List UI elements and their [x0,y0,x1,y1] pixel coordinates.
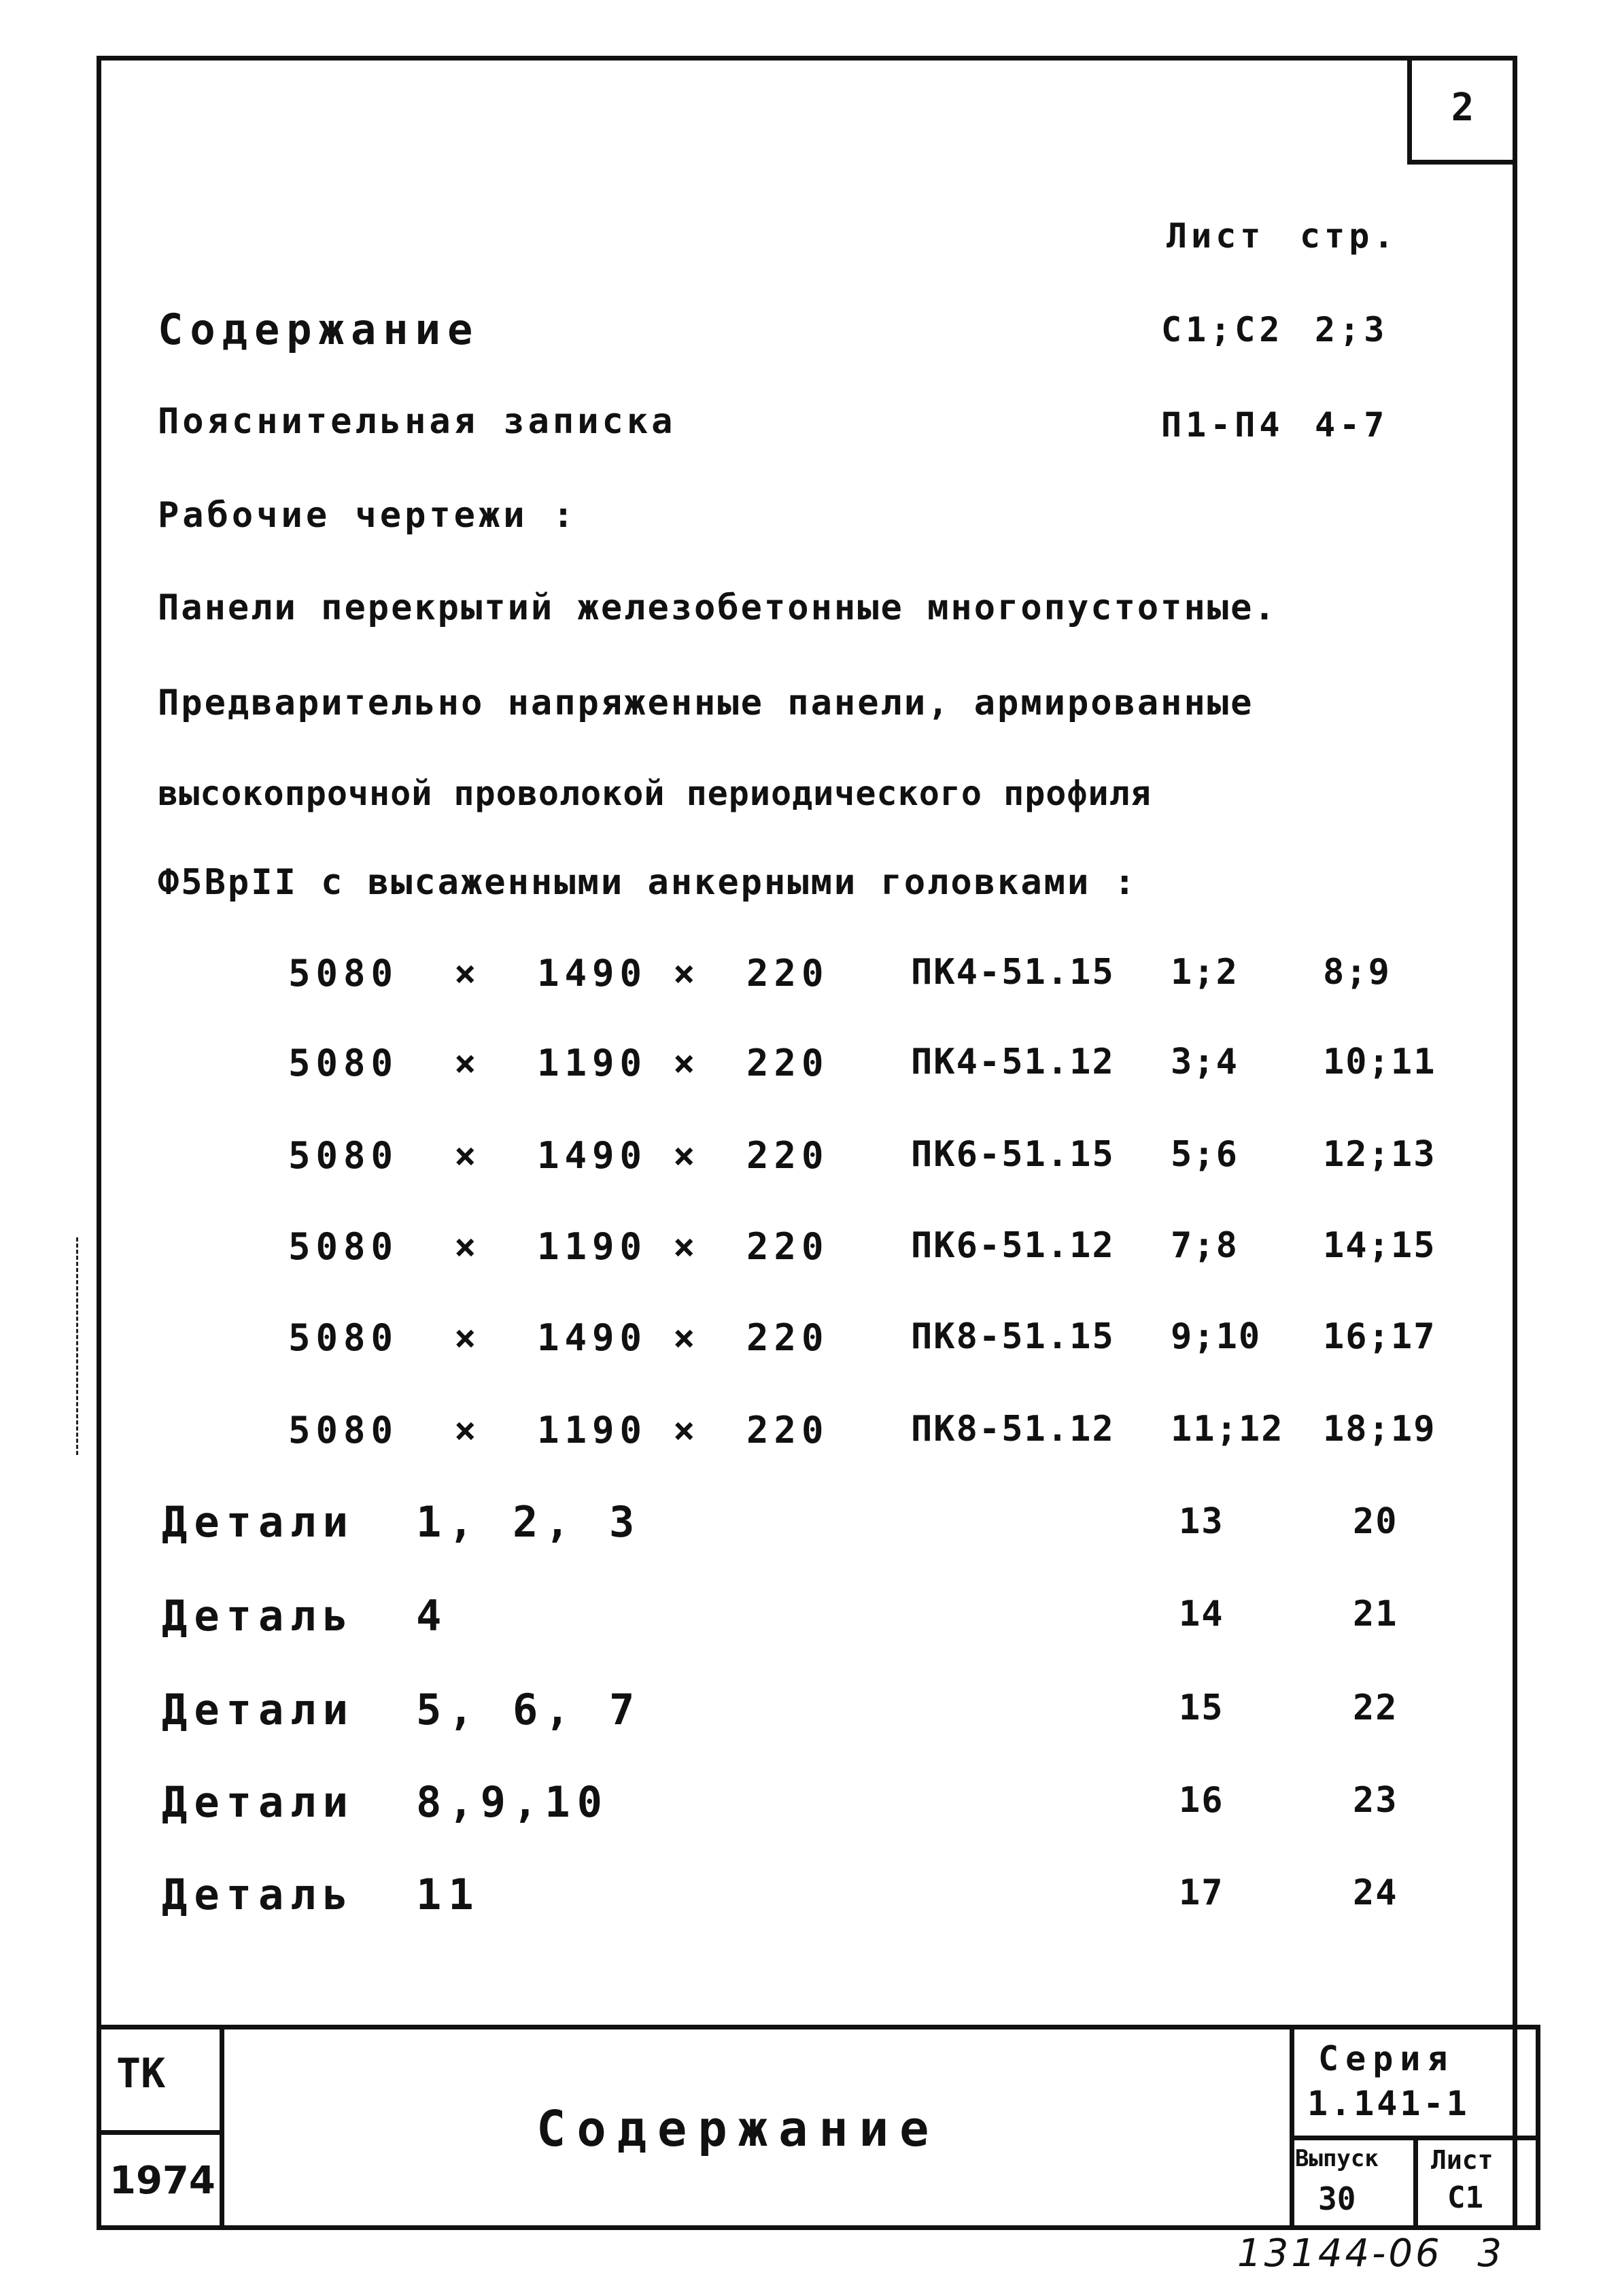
panel-sheet: 7;8 [1171,1225,1239,1266]
detail-sheet: 16 [1179,1780,1224,1821]
panel-width: 1490 [537,1316,648,1359]
column-header-sheet: Лист [1167,216,1265,256]
description-line: Предварительно напряженные панели, армированные [158,683,1254,723]
section-heading: Рабочие чертежи : [158,495,578,536]
issue-value: 30 [1318,2180,1356,2217]
divider [220,2029,224,2225]
panel-mark: ПК8-51.15 [911,1316,1115,1357]
panel-sheet: 3;4 [1171,1042,1239,1082]
panel-mark: ПК4-51.12 [911,1042,1115,1082]
panel-height: 220 [746,952,829,995]
multiply-sign: × [673,1225,701,1268]
document-page: 3 [1477,2231,1505,2276]
detail-sheet: 14 [1179,1594,1224,1634]
entry-sheet: П1-П4 [1161,405,1284,445]
detail-page: 24 [1353,1872,1398,1913]
divider [1413,2136,1418,2225]
panel-sheet: 5;6 [1171,1134,1239,1175]
title-block [97,2025,1540,2230]
panel-height: 220 [746,1409,829,1452]
description-line: Панели перекрытий железобетонные многопустотные. [158,587,1277,628]
panel-width: 1490 [537,952,648,995]
detail-label: Детали [162,1777,355,1827]
detail-label: Детали [162,1685,355,1734]
detail-page: 20 [1353,1501,1398,1542]
year: 1974 [109,2159,215,2203]
document-number: 13144-06 [1237,2231,1443,2276]
panel-height: 220 [746,1042,829,1084]
detail-numbers: 11 [416,1870,481,1919]
detail-numbers: 5, 6, 7 [416,1685,642,1734]
entry-page: 4-7 [1315,405,1389,445]
description-line: Ф5ВрII с высаженными анкерными головками : [158,862,1137,903]
panel-length: 5080 [288,1042,399,1084]
detail-numbers: 8,9,10 [416,1777,609,1827]
page-number-box [1407,56,1513,165]
stamp-title: Содержание [536,2100,940,2157]
multiply-sign: × [673,1316,701,1359]
detail-sheet: 17 [1179,1872,1224,1913]
sheet-value: С1 [1447,2180,1483,2215]
panel-length: 5080 [288,952,399,995]
multiply-sign: × [454,952,482,995]
panel-page: 8;9 [1323,952,1391,993]
panel-height: 220 [746,1225,829,1268]
series-value: 1.141-1 [1307,2084,1470,2123]
panel-length: 5080 [288,1409,399,1452]
panel-page: 12;13 [1323,1134,1436,1175]
detail-page: 23 [1353,1780,1398,1821]
detail-label: Деталь [162,1591,355,1641]
panel-length: 5080 [288,1134,399,1177]
panel-height: 220 [746,1316,829,1359]
document-number-line [1237,2231,1504,2276]
issue-label: Выпуск [1295,2145,1379,2172]
multiply-sign: × [673,1409,701,1452]
panel-page: 16;17 [1323,1316,1436,1357]
entry-sheet: С1;С2 [1161,310,1284,349]
divider [1290,2136,1536,2140]
multiply-sign: × [454,1316,482,1359]
panel-length: 5080 [288,1316,399,1359]
entry-page: 2;3 [1315,310,1389,349]
panel-page: 10;11 [1323,1042,1436,1082]
panel-height: 220 [746,1134,829,1177]
panel-sheet: 1;2 [1171,952,1239,993]
panel-mark: ПК6-51.15 [911,1134,1115,1175]
multiply-sign: × [673,1134,701,1177]
page-number: 2 [1451,86,1474,130]
panel-page: 14;15 [1323,1225,1436,1266]
sheet-label: Лист [1431,2145,1494,2175]
series-label: Серия [1318,2039,1455,2078]
panel-sheet: 11;12 [1171,1409,1284,1450]
org-code: ТК [116,2050,166,2097]
multiply-sign: × [454,1225,482,1268]
panel-mark: ПК8-51.12 [911,1409,1115,1450]
detail-sheet: 15 [1179,1687,1224,1728]
column-header-page: стр. [1300,216,1398,256]
detail-label: Детали [162,1497,355,1547]
divider [1290,2029,1294,2225]
multiply-sign: × [454,1042,482,1084]
binding-marks [76,1237,90,1455]
description-line: высокопрочной проволокой периодического профиля [158,774,1152,813]
panel-width: 1490 [537,1134,648,1177]
detail-page: 21 [1353,1594,1398,1634]
panel-mark: ПК4-51.15 [911,952,1115,993]
panel-width: 1190 [537,1409,648,1452]
multiply-sign: × [673,952,701,995]
detail-numbers: 4 [416,1591,449,1641]
panel-length: 5080 [288,1225,399,1268]
detail-numbers: 1, 2, 3 [416,1497,642,1547]
panel-width: 1190 [537,1225,648,1268]
detail-label: Деталь [162,1870,355,1919]
entry-title: Содержание [158,305,480,354]
entry-title: Пояснительная записка [158,401,676,442]
detail-page: 22 [1353,1687,1398,1728]
multiply-sign: × [673,1042,701,1084]
detail-sheet: 13 [1179,1501,1224,1542]
multiply-sign: × [454,1134,482,1177]
divider [101,2130,220,2135]
multiply-sign: × [454,1409,482,1452]
panel-width: 1190 [537,1042,648,1084]
panel-mark: ПК6-51.12 [911,1225,1115,1266]
panel-page: 18;19 [1323,1409,1436,1450]
panel-sheet: 9;10 [1171,1316,1262,1357]
